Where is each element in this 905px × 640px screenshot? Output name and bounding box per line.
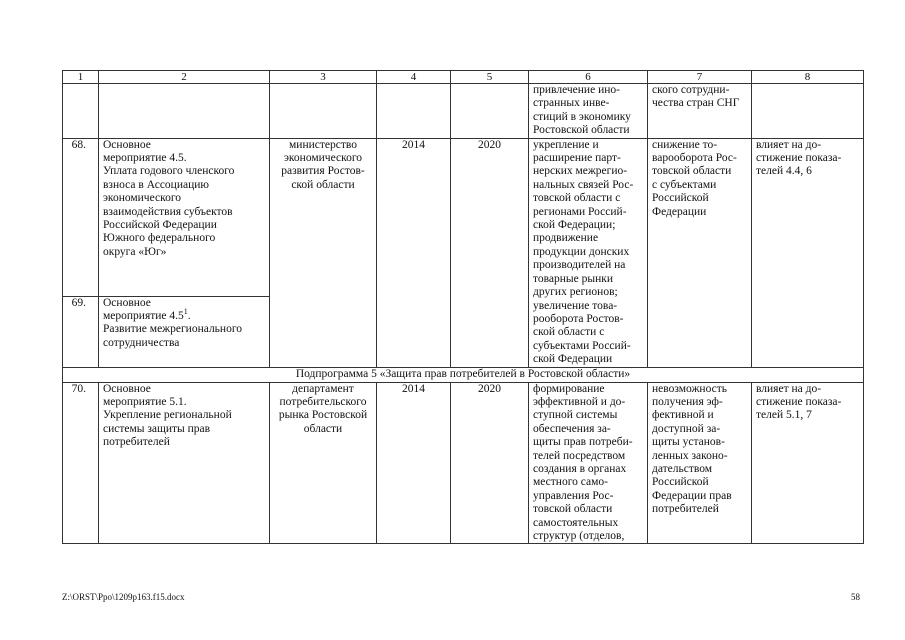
executor: департамент потребительского рынка Ростовской области <box>270 382 377 544</box>
header-cell: 8 <box>752 71 864 84</box>
column-number-row <box>63 71 864 84</box>
measure-name-line1: Основное <box>103 296 151 309</box>
measure-name <box>99 296 270 367</box>
header-cell: 3 <box>270 71 377 84</box>
row-number: 70. <box>63 382 99 544</box>
table-row-70 <box>63 382 864 544</box>
row-number: 69. <box>63 296 99 367</box>
measure-name: Основное мероприятие 4.5. Уплата годового членского взноса в Ассоциацию экономического взаимодействия субъектов Российской Федерации Южного федерального округа «Юг» <box>99 138 270 296</box>
header-cell: 4 <box>377 71 451 84</box>
superscript: 1 <box>183 307 188 317</box>
non-implementation-consequences: невозможность получения эф- фективной и доступной за- щиты установ- ленных законо- дательством Российской Федерации прав потребителей <box>648 382 752 544</box>
measure-name-rest: . Развитие межрегионального сотрудничества <box>103 310 243 349</box>
indicator-link: влияет на до- стижение показа- телей 4.4, 6 <box>752 138 864 367</box>
start-year: 2014 <box>377 138 451 367</box>
continuation-consequences: ского сотрудни- чества стран СНГ <box>648 84 752 139</box>
end-year: 2020 <box>451 382 529 544</box>
program-table <box>62 70 864 544</box>
footer-file-path: Z:\ORST\Ppo\1209p163.f15.docx <box>62 592 185 602</box>
expected-result: укрепление и расширение парт- нерских межрегио- нальных связей Рос- товской области с регионами Россий- ской Федерации; продвижение продукции донских производителей на товарные рынки других регионов; увеличение това- рооборота Ростов- ской области с субъектами Россий- ской Федерации <box>529 138 648 367</box>
continuation-row <box>63 84 864 139</box>
header-cell: 7 <box>648 71 752 84</box>
header-cell: 1 <box>63 71 99 84</box>
executor: министерство экономического развития Ростов- ской области <box>270 138 377 367</box>
indicator-link: влияет на до- стижение показа- телей 5.1, 7 <box>752 382 864 544</box>
continuation-result: привлечение ино- странных инве- стиций в экономику Ростовской области <box>529 84 648 139</box>
start-year: 2014 <box>377 382 451 544</box>
header-cell: 6 <box>529 71 648 84</box>
subprogram-title: Подпрограмма 5 «Защита прав потребителей в Ростовской области» <box>63 367 864 382</box>
header-cell: 5 <box>451 71 529 84</box>
measure-name-line2: мероприятие 4.5 <box>103 310 184 322</box>
measure-name: Основное мероприятие 5.1. Укрепление региональной системы защиты прав потребителей <box>99 382 270 544</box>
non-implementation-consequences: снижение то- варооборота Рос- товской области с субъектами Российской Федерации <box>648 138 752 367</box>
row-number: 68. <box>63 138 99 296</box>
end-year: 2020 <box>451 138 529 367</box>
subprogram-row <box>63 367 864 382</box>
table-row-68 <box>63 138 864 296</box>
expected-result: формирование эффективной и до- ступной системы обеспечения за- щиты прав потреби- телей посредством создания в органах местного само- управления Рос- товской области самостоятельных структур (отделов, <box>529 382 648 544</box>
header-cell: 2 <box>99 71 270 84</box>
footer-page-number: 58 <box>851 592 860 602</box>
